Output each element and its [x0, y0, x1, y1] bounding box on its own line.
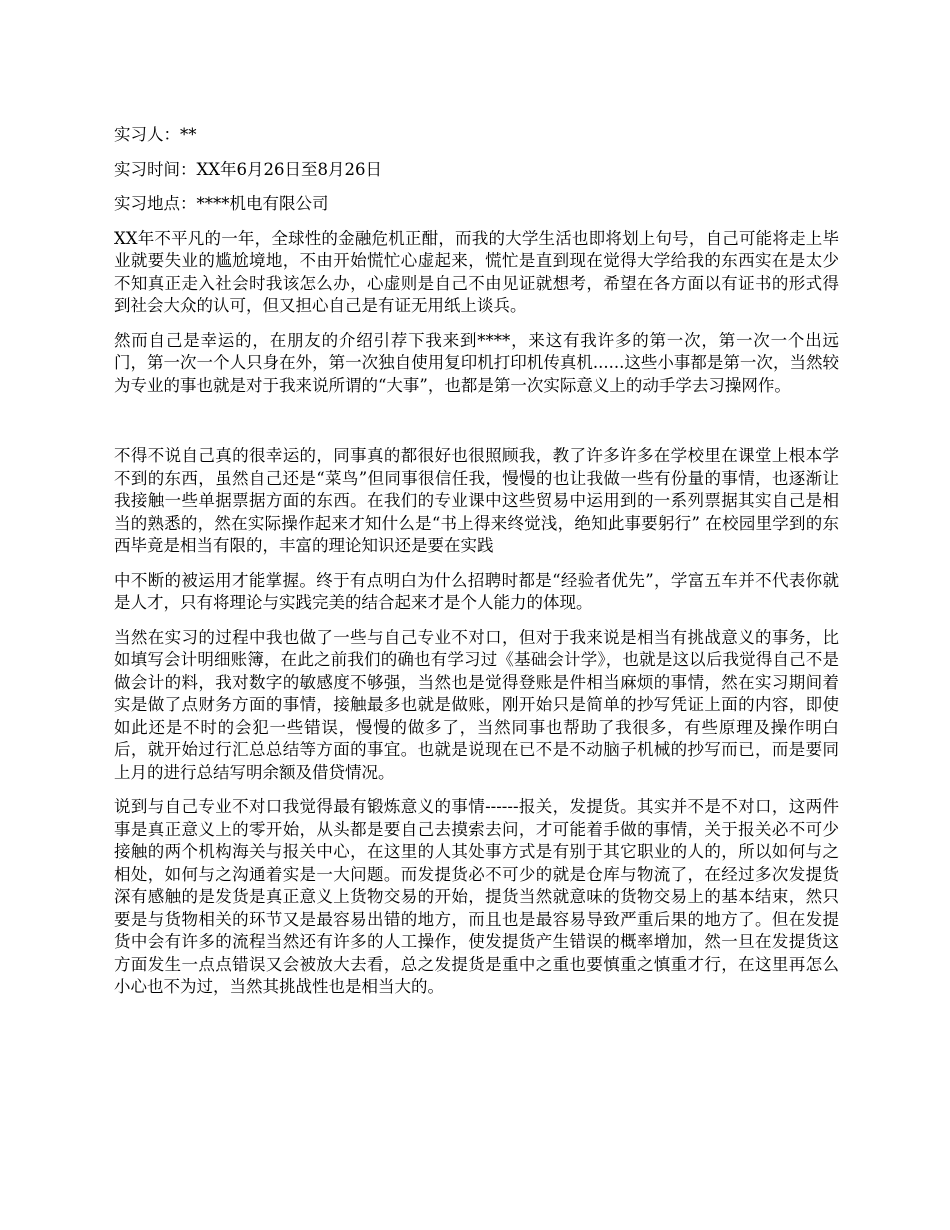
- paragraph-2: 然而自己是幸运的，在朋友的介绍引荐下我来到****，来这有我许多的第一次，第一次一个出远门，第一次一个人只身在外，第一次独自使用复印机打印机传真机......这些小事都是第一次，当然较为专业的事也就是对于我来说所谓的“大事”，也都是第一次实际意义上的动手学去习操网作。: [114, 330, 839, 395]
- blank-space: [114, 409, 839, 445]
- paragraph-5: 当然在实习的过程中我也做了一些与自己专业不对口，但对于我来说是相当有挑战意义的事务，比如填写会计明细账簿，在此之前我们的确也有学习过《基础会计学》，也就是这以后我觉得自己不是做会计的料，我对数字的敏感度不够强，当然也是觉得登账是件相当麻烦的事情，然在实习期间着实是做了点财务方面的事情，接触最多也就是做账，刚开始只是简单的抄写凭证上面的内容，即使如此还是不时的会犯一些错误，慢慢的做多了，当然同事也帮助了我很多，有些原理及操作明白后，就开始过行汇总总结等方面的事宜。也就是说现在已不是不动脑子机械的抄写而已，而是要同上月的进行总结写明余额及借贷情况。: [114, 627, 839, 782]
- internship-time-line: 实习时间：XX年6月26日至8月26日: [114, 159, 382, 179]
- document-page: [114, 124, 839, 1011]
- paragraph-6: 说到与自己专业不对口我觉得最有锻炼意义的事情------报关，发提货。其实并不是不对口，这两件事是真正意义上的零开始，从头都是要自己去摸索去问，才可能着手做的事情，关于报关必不可少接触的两个机构海关与报关中心，在这里的人其处事方式是有别于其它职业的人的，所以如何与之相处，如何与之沟通着实是一大问题。而发提货必不可少的就是仓库与物流了，在经过多次发提货深有感触的是发货是真正意义上货物交易的开始，提货当然就意味的货物交易上的基本结束，然只要是与货物相关的环节又是最容易出错的地方，而且也是最容易导致严重后果的地方了。但在发提货中会有许多的流程当然还有许多的人工操作，使发提货产生错误的概率增加，然一旦在发提货这方面发生一点点错误又会被放大去看，总之发提货是重中之重也要慎重之慎重才行，在这里再怎么小心也不为过，当然其挑战性也是相当大的。: [114, 797, 839, 996]
- internship-place-line: 实习地点：****机电有限公司: [114, 194, 329, 213]
- intern-line: 实习人：**: [114, 125, 197, 144]
- paragraph-4: 中不断的被运用才能掌握。终于有点明白为什么招聘时都是“经验者优先”，学富五车并不代表你就是人才，只有将理论与实践完美的结合起来才是个人能力的体现。: [114, 570, 839, 612]
- paragraph-3: 不得不说自己真的很幸运的，同事真的都很好也很照顾我，教了许多许多在学校里在课堂上根本学不到的东西，虽然自己还是“菜鸟”但同事很信任我，慢慢的也让我做一些有份量的事情，也逐渐让我接触一些单据票据方面的东西。在我们的专业课中这些贸易中运用到的一系列票据其实自己是相当的熟悉的，然在实际操作起来才知什么是“书上得来终觉浅，绝知此事要躬行” 在校园里学到的东西毕竟是相当有限的，丰富的理论知识还是要在实践: [114, 446, 839, 555]
- paragraph-1: XX年不平凡的一年，全球性的金融危机正酣，而我的大学生活也即将划上句号，自己可能将走上毕业就要失业的尴尬境地，不由开始慌忙心虚起来，慌忙是直到现在觉得大学给我的东西实在是太少不知真正走入社会时我该怎么办，心虚则是自己不由见证就想考，希望在各方面以有证书的形式得到社会大众的认可，但又担心自己是有证无用纸上谈兵。: [114, 228, 839, 315]
